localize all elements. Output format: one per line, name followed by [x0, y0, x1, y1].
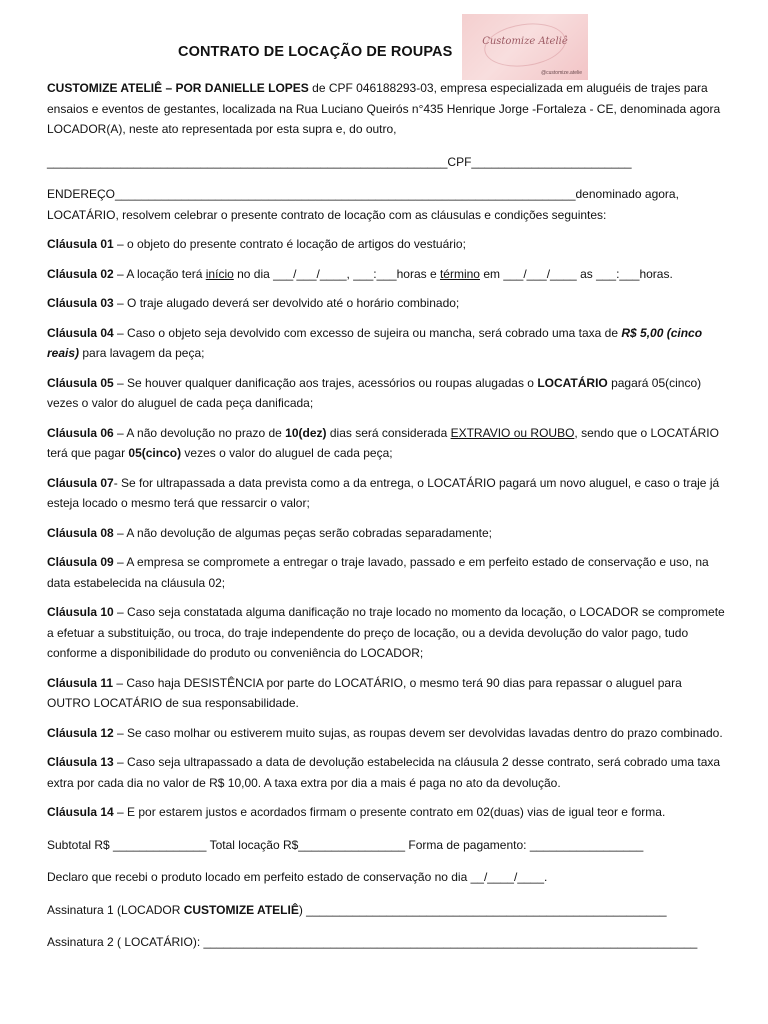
declaration-line: Declaro que recebi o produto locado em perfeito estado de conservação no dia __/____/____. — [47, 870, 548, 884]
clause-text: para lavagem da peça; — [79, 346, 205, 360]
contract-body — [47, 78, 727, 962]
clause-14 — [47, 802, 727, 823]
clause-label: Cláusula 04 — [47, 325, 114, 340]
logo-name: Customize Ateliê — [482, 36, 568, 47]
clause-03 — [47, 293, 727, 314]
address-continuation: LOCATÁRIO, resolvem celebrar o presente contrato de locação com as cláusulas e condições seguintes: — [47, 207, 607, 222]
signature-1 — [47, 900, 727, 921]
clause-10 — [47, 602, 727, 664]
clause-text: – A não devolução de algumas peças serão cobradas separadamente; — [113, 525, 492, 540]
clause-text: , sendo que o LOCATÁRIO terá que pagar — [47, 425, 719, 460]
clause-06 — [47, 423, 727, 464]
clause-text: – A locação terá — [113, 266, 206, 281]
logo-handle: @customize.atelie — [541, 70, 582, 76]
clause-label: Cláusula 02 — [47, 266, 114, 281]
clause-label: Cláusula 05 — [47, 375, 114, 390]
clause-label: Cláusula 01 — [47, 237, 114, 251]
clause-text: – O traje alugado deverá ser devolvido até o horário combinado; — [113, 296, 460, 310]
clause-12 — [47, 723, 727, 744]
clause-text: – Caso haja DESISTÊNCIA por parte do LOCATÁRIO, o mesmo terá 90 dias para repassar o aluguel para OUTRO LOCATÁRIO de sua responsabilidade. — [47, 675, 682, 710]
clause-label: Cláusula 09 — [47, 555, 114, 569]
clause-05 — [47, 373, 727, 414]
clause-08 — [47, 523, 727, 544]
clause-07 — [47, 473, 727, 514]
clause-text: – Caso seja ultrapassado a data de devolução estabelecida na cláusula 2 desse contrato, será cobrado uma taxa extra por cada dia no valor de R$ 10,00. A taxa extra por dia a mais é paga no ato da devolução. — [47, 755, 721, 790]
clause-label: Cláusula 07 — [47, 475, 114, 490]
address-paragraph — [47, 184, 727, 225]
clause-11 — [47, 673, 727, 714]
payment-line: Subtotal R$ ______________ Total locação R$________________ Forma de pagamento: _________________ — [47, 837, 644, 852]
clause-text: – A empresa se compromete a entregar o traje lavado, passado e em perfeito estado de conservação e uso, na data estabelecida na cláusula 02; — [47, 555, 709, 590]
clause-label: Cláusula 08 — [47, 525, 114, 540]
intro-paragraph — [47, 78, 727, 140]
loss-term: EXTRAVIO ou ROUBO — [450, 425, 575, 440]
start-word: início — [205, 266, 234, 281]
clause-text: pagará 05(cinco) vezes o valor do aluguel de cada peça danificada; — [47, 375, 702, 410]
cleaning-fee: R$ 5,00 (cinco reais) — [47, 325, 703, 360]
penalty-multiplier: 05(cinco) — [128, 446, 182, 460]
clause-01 — [47, 234, 727, 255]
clause-text: no dia ___/___/____, ___:___horas e — [233, 266, 440, 281]
clause-text: em ___/___/____ as ___:___horas. — [479, 266, 673, 281]
signature-company: CUSTOMIZE ATELIÊ — [183, 902, 299, 917]
clause-02 — [47, 264, 727, 285]
return-deadline: 10(dez) — [285, 425, 327, 440]
clause-text: - Se for ultrapassada a data prevista como a da entrega, o LOCATÁRIO pagará um novo aluguel, e caso o traje já esteja locado o mesmo terá que ressarcir o valor; — [47, 475, 720, 510]
address-line: ENDEREÇO_____________________________________________________________________denominado agora, — [47, 187, 679, 201]
clause-text: – Se houver qualquer danificação aos trajes, acessórios ou roupas alugadas o — [113, 375, 538, 390]
clause-label: Cláusula 14 — [47, 805, 114, 819]
company-name: CUSTOMIZE ATELIÊ – POR DANIELLE LOPES — [47, 81, 309, 95]
document-title: CONTRATO DE LOCAÇÃO DE ROUPAS — [178, 44, 453, 60]
signature-label: Assinatura 1 (LOCADOR — [47, 902, 184, 917]
clause-label: Cláusula 11 — [47, 675, 114, 690]
locatario-term: LOCATÁRIO — [537, 375, 608, 390]
clause-label: Cláusula 13 — [47, 755, 114, 769]
clause-09 — [47, 552, 727, 593]
clause-text: – Se caso molhar ou estiverem muito sujas, as roupas devem ser devolvidas lavadas dentro do prazo combinado. — [113, 725, 723, 740]
end-word: término — [439, 266, 480, 281]
clause-text: dias será considerada — [326, 425, 451, 440]
intro-text: de CPF 046188293-03, empresa especializada em aluguéis de trajes para ensaios e eventos de gestantes, localizada na Rua Luciano Queirós n°435 Henrique Jorge -Fortaleza - CE, denominada agora LOCADOR(A), neste ato representada por esta supra e, do outro, — [47, 81, 721, 136]
clause-04 — [47, 323, 727, 364]
clause-label: Cláusula 06 — [47, 425, 114, 440]
clause-text: – A não devolução no prazo de — [113, 425, 286, 440]
signature-line: ) ______________________________________________________ — [298, 902, 667, 917]
brand-logo — [462, 14, 588, 80]
clause-label: Cláusula 03 — [47, 296, 114, 310]
clause-text: – Caso seja constatada alguma danificação no traje locado no momento da locação, o LOCADOR se compromete a efetuar a substituição, ou troca, do traje independente do preço de locação, ou a devida devolução do valor pago, tudo conforme a disponibilidade do produto ou conveniência do LOCADOR; — [47, 605, 725, 660]
clause-text: – Caso o objeto seja devolvido com excesso de sujeira ou mancha, será cobrado uma taxa de — [113, 325, 622, 340]
clause-text: – o objeto do presente contrato é locação de artigos do vestuário; — [113, 237, 466, 251]
clause-label: Cláusula 12 — [47, 725, 114, 740]
clause-text: vezes o valor do aluguel de cada peça; — [181, 446, 393, 460]
clause-text: – E por estarem justos e acordados firmam o presente contrato em 02(duas) vias de igual teor e forma. — [113, 805, 666, 819]
cpf-line: ____________________________________________________________CPF________________________ — [47, 154, 632, 169]
clause-label: Cláusula 10 — [47, 605, 114, 619]
clause-13 — [47, 752, 727, 793]
signature-2: Assinatura 2 ( LOCATÁRIO): __________________________________________________________________________ — [47, 935, 698, 949]
